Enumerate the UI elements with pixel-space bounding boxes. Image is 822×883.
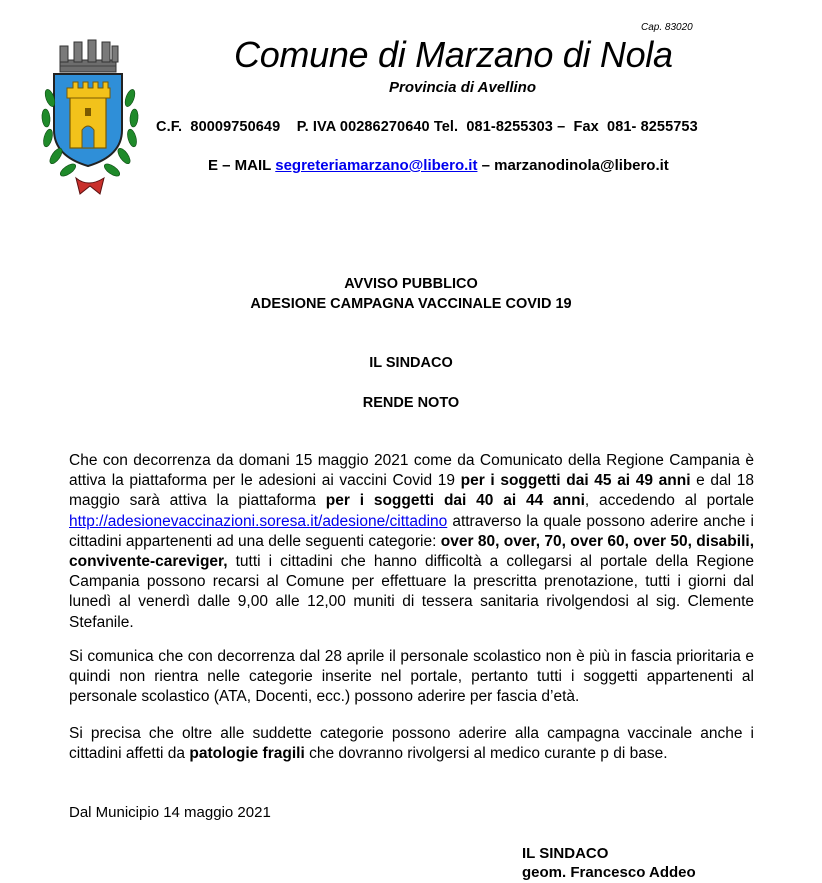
paragraph-vaccination-platform	[69, 451, 754, 633]
mayor-heading: IL SINDACO	[369, 355, 453, 371]
email-line	[208, 157, 669, 174]
shield-icon	[54, 74, 122, 166]
p1-bold-age-40-44: per i soggetti dai 40 ai 44 anni	[325, 492, 585, 510]
p3-text-a: Si precisa che oltre alle suddette categorie possono aderire alla campagna vaccinale anche i cittadini affetti da	[69, 725, 754, 763]
email-suffix: – marzanodinola@libero.it	[477, 157, 669, 174]
p1-text-c: e dal 18 maggio sarà attiva la piattaforma	[69, 472, 754, 510]
notice-subtitle: ADESIONE CAMPAGNA VACCINALE COVID 19	[250, 296, 572, 312]
p1-text-a: Che con decorrenza da domani 15 maggio 2021 come da Comunicato della Regione Campania è attiva la piattaforma per le adesioni ai vaccini Covid 19	[69, 452, 754, 490]
municipality-title: Comune di Marzano di Nola	[234, 34, 673, 75]
portal-link[interactable]: http://adesionevaccinazioni.soresa.it/adesione/cittadino	[69, 512, 448, 530]
contact-line: C.F. 80009750649 P. IVA 00286270640 Tel. 081-8255303 – Fax 081- 8255753	[156, 119, 698, 135]
p1-text-e: , accedendo al portale	[584, 492, 755, 510]
ribbon-icon	[76, 178, 104, 194]
p3-bold-fragile: patologie fragili	[189, 745, 305, 763]
p3-text-c: che dovranno rivolgersi al medico curante p di base.	[304, 745, 668, 763]
signature-name: geom. Francesco Addeo	[522, 864, 696, 881]
province-name: Provincia di Avellino	[389, 79, 536, 96]
p1-bold-categories: over 80, over, 70, over 60, over 50, disabili, convivente-careviger,	[69, 532, 755, 571]
p1-text-f: attraverso la quale possono aderire anche i cittadini appartenenti ad una delle seguenti categorie:	[69, 512, 754, 550]
coat-of-arms-logo	[40, 38, 140, 200]
paragraph-fragile-patients	[69, 724, 754, 764]
p1-text-h: tutti i cittadini che hanno difficoltà a collegarsi al portale della Regione Campania possono recarsi al Comune per effettuare la prescritta prenotazione, tutti i giorni dal lunedì al venerdì dalle 9,00 alle 12,00 muniti di tessera sanitaria rivolgendosi al sig. Clemente Stefanile.	[69, 553, 754, 631]
p1-bold-age-45-49: per i soggetti dai 45 ai 49 anni	[460, 472, 691, 490]
crown-icon	[60, 40, 118, 72]
email-link[interactable]: segreteriamarzano@libero.it	[275, 157, 478, 174]
postal-code: Cap. 83020	[641, 22, 693, 33]
paragraph-school-staff: Si comunica che con decorrenza dal 28 aprile il personale scolastico non è più in fascia prioritaria e quindi non rientra nelle categorie inserite nel portale, pertanto tutti i soggetti appartenenti al personale scolastico (ATA, Docenti, ecc.) possono aderire per fascia d’età.	[69, 648, 754, 706]
signature-title: IL SINDACO	[522, 845, 609, 862]
announce-heading: RENDE NOTO	[362, 395, 460, 411]
notice-title: AVVISO PUBBLICO	[344, 276, 478, 292]
email-prefix: E – MAIL	[208, 157, 276, 174]
date-line: Dal Municipio 14 maggio 2021	[69, 804, 271, 821]
